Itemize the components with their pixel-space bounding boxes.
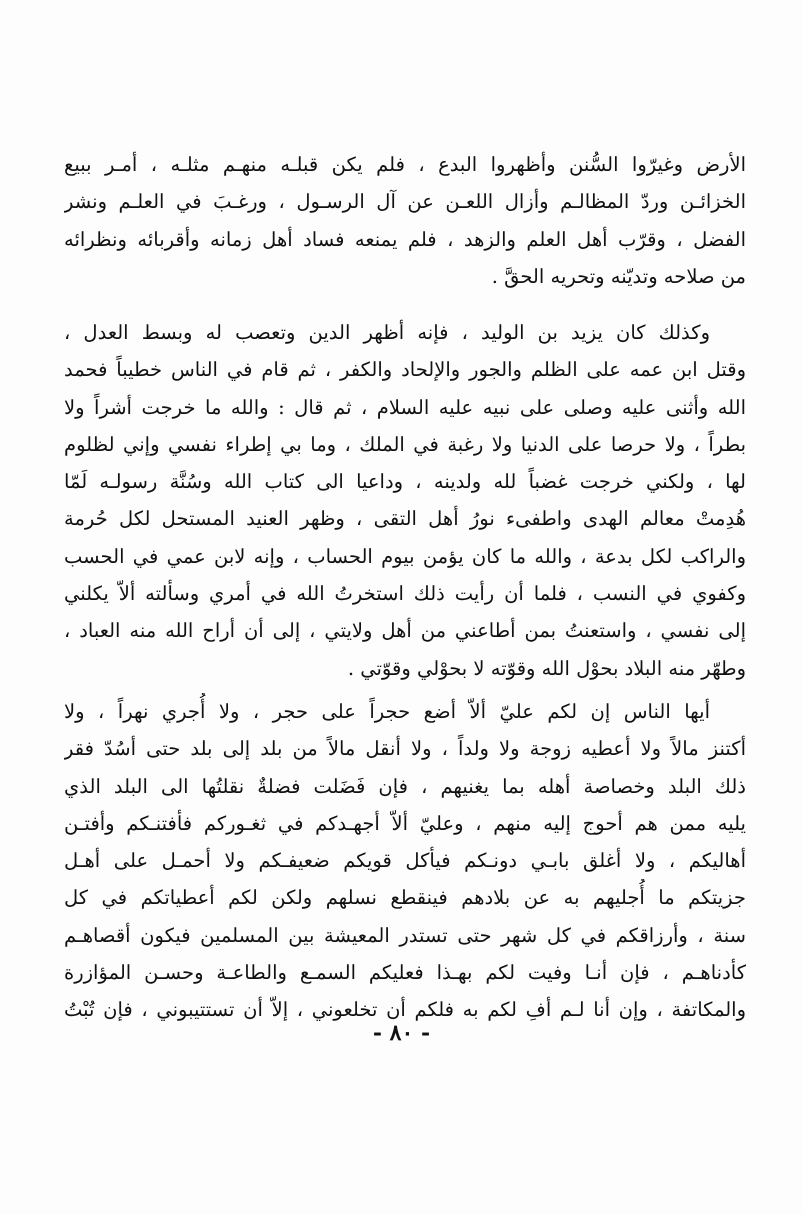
text-line: سنة ، وأرزاقكم في كل شهر حتى تستدر المعيشة بين المسلمين فيكون أقصاهـم xyxy=(64,923,746,947)
text-line: والمكاتفة ، وإن أنا لـم أفِ لكم به فلكم أن تخلعوني ، إلاّ أن تستتيبوني ، فإن تُبْتُ xyxy=(64,998,746,1022)
text-line: وقتل ابن عمه على الظلم والجور والإلحاد والكفر ، ثم قام في الناس خطيباً فحمد xyxy=(64,358,746,382)
text-line: الفضل ، وقرّب أهل العلم والزهد ، فلم يمنعه فساد أهل زمانه وأقربائه ونظرائه xyxy=(64,227,746,251)
text-line: الله وأثنى عليه وصلى على نبيه عليه السلام ، ثم قال : والله ما خرجت أشراً ولا xyxy=(64,395,746,419)
text-line: هُدِمتْ معالم الهدى واطفىء نورُ أهل التقى ، وظهر العنيد المستحل لكل حُرمة xyxy=(64,507,746,531)
text-line: الأرض وغيرّوا السُّنن وأظهروا البدع ، فلم يكن قبلـه منهـم مثلـه ، أمـر ببيع xyxy=(64,153,746,176)
text-line: كأدناهـم ، فإن أنـا وفيت لكم بهـذا فعليكم السمـع والطاعـة وحسـن المؤازرة xyxy=(64,961,746,985)
text-line: وطهّر منه البلاد بحوْل الله وقوّته لا بحوْلي وقوّتي . xyxy=(347,656,746,680)
text-line: إلى نفسي ، واستعنتُ بمن أطاعني من أهل ولايتي ، إلى أن أراح الله منه العباد ، xyxy=(64,619,746,643)
text-line: وكذلك كان يزيد بن الوليد ، فإنه أظهر الدين وتعصب له وبسط العدل ، xyxy=(64,321,710,344)
text-line: أكتنز مالاً ولا أعطيه زوجة ولا ولداً ، ولا أنقل مالاً من بلد إلى بلد حتى أسُدّ فقر xyxy=(64,737,746,761)
paragraph-3 xyxy=(64,693,746,1029)
text-line: من صلاحه وتديّنه وتحريه الحقَّ . xyxy=(491,264,746,288)
paragraph-1 xyxy=(64,146,746,295)
text-line: ذلك البلد وخصاصة أهله بما يغنيهم ، فإن فَضَلت فضلةٌ نقلتُها الى البلد الذي xyxy=(64,774,746,798)
text-line: بطراً ، ولا حرصا على الدنيا ولا رغبة في الملك ، وما بي إطراء نفسي وإني لظلوم xyxy=(64,432,746,456)
text-line: لها ، ولكني خرجت غضباً لله ولدينه ، وداعيا الى كتاب الله وسُنَّة رسولـه لَمّا xyxy=(64,470,746,494)
text-line: جزيتكم ما أُجليهم به عن بلادهم فينقطع نسلهم ولكن لكم أعطياتكم في كل xyxy=(64,886,746,910)
text-line: الخزائـن وردّ المظالـم وأزال اللعـن عن آل الرسـول ، ورغـبَ في العلـم ونشر xyxy=(64,190,746,214)
text-line: أيها الناس إن لكم عليّ ألاّ أضع حجراً على حجر ، ولا أُجري نهراً ، ولا xyxy=(64,700,710,723)
paragraph-2 xyxy=(64,314,746,687)
text-line: والراكب لكل بدعة ، والله ما كان يؤمن بيوم الحساب ، وإنه لابن عمي في الحسب xyxy=(64,544,746,568)
page-number: - ٨٠ - xyxy=(372,1020,431,1046)
text-line: أهاليكم ، ولا أغلق بابـي دونـكم فيأكل قويكم ضعيفـكم ولا أحمـل على أهـل xyxy=(64,849,746,873)
text-line: يليه ممن هم أحوج إليه منهم ، وعليّ ألاّ أجهـدكم في ثغـوركم فأفتنـكم وأفتـن xyxy=(64,811,746,835)
text-line: وكفوي في النسب ، فلما أن رأيت ذلك استخرتُ الله في أمري وسألته ألاّ يكلني xyxy=(64,582,746,606)
